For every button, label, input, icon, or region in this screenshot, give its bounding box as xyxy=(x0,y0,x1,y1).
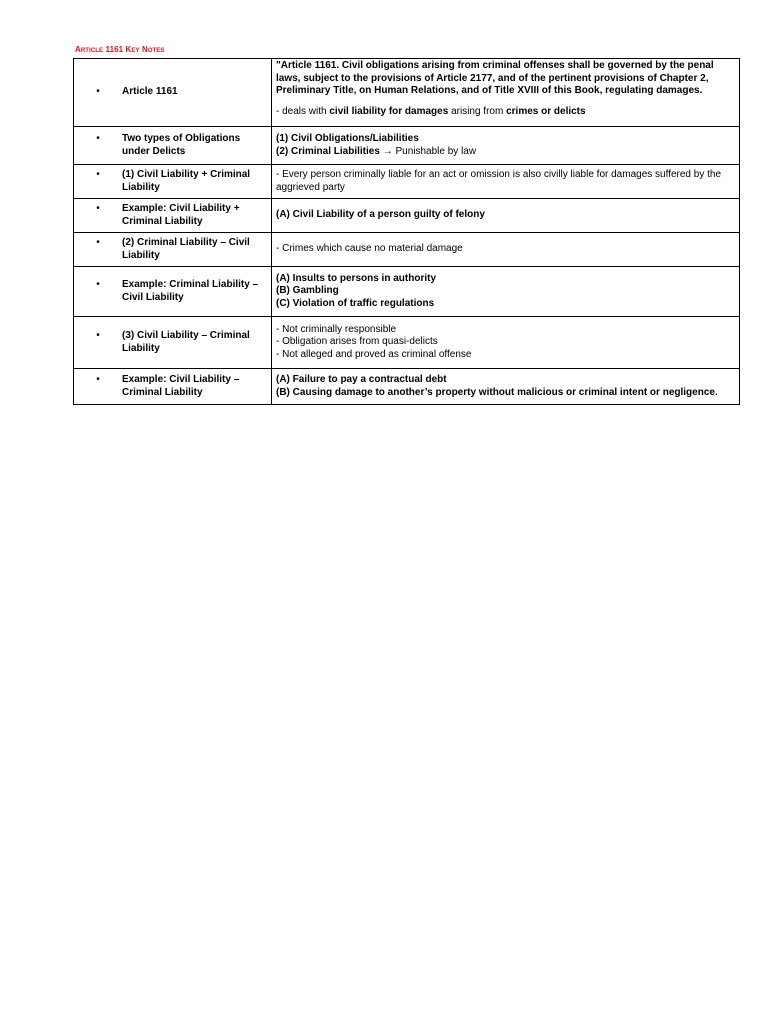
table-row xyxy=(74,317,740,369)
content-line: - Obligation arises from quasi-delicts xyxy=(276,336,438,348)
bullet-icon: • xyxy=(96,169,100,180)
table-row xyxy=(74,165,740,199)
bullet-icon: • xyxy=(96,330,100,341)
bullet-icon: • xyxy=(96,279,100,290)
row-label-cell xyxy=(74,317,272,369)
key-notes-table xyxy=(73,58,740,405)
page-title: Article 1161 Key Notes xyxy=(75,45,165,54)
row-label: Example: Civil Liability – Criminal Liability xyxy=(122,374,240,398)
table-row xyxy=(74,127,740,165)
content-line: (2) Criminal Liabilities → Punishable by law xyxy=(276,145,477,157)
row-label-cell xyxy=(74,267,272,317)
bullet-icon: • xyxy=(96,133,100,144)
content-line: (1) Civil Obligations/Liabilities xyxy=(276,133,419,144)
row-label: Example: Criminal Liability – Civil Liability xyxy=(122,279,259,303)
content-line: (B) Gambling xyxy=(276,285,339,297)
row-content-cell xyxy=(272,267,740,317)
row-label: (3) Civil Liability – Criminal Liability xyxy=(122,330,250,354)
content-line: - Not alleged and proved as criminal offense xyxy=(276,348,472,360)
bullet-icon: • xyxy=(96,203,100,214)
row-label-cell xyxy=(74,165,272,199)
row-content-cell xyxy=(272,199,740,233)
article-summary: - deals with civil liability for damages arising from crimes or delicts xyxy=(276,105,586,117)
table-row xyxy=(74,233,740,267)
bullet-icon: • xyxy=(96,237,100,248)
row-label-cell xyxy=(74,59,272,127)
table-row xyxy=(74,369,740,405)
table-row xyxy=(74,267,740,317)
row-label: Example: Civil Liability + Criminal Liability xyxy=(122,203,240,227)
row-content-cell xyxy=(272,369,740,405)
content-line: - Every person criminally liable for an act or omission is also civilly liable for damages suffered by the aggrieved party xyxy=(276,169,722,193)
row-content-cell xyxy=(272,127,740,165)
table-row xyxy=(74,59,740,127)
row-content-cell xyxy=(272,165,740,199)
content-line: (A) Civil Liability of a person guilty of felony xyxy=(276,209,485,221)
article-quote: "Article 1161. Civil obligations arising from criminal offenses shall be governed by the penal laws, subject to the provisions of Article 2177, and of the pertinent provisions of Chapter 2, Preliminary Title, on Human Relations, and of Title XVIII of this Book, regulating damages. xyxy=(276,60,714,96)
row-label: (1) Civil Liability + Criminal Liability xyxy=(122,169,251,193)
row-label: Article 1161 xyxy=(122,86,178,98)
row-label: Two types of Obligations under Delicts xyxy=(122,133,241,157)
row-content-cell xyxy=(272,59,740,127)
bullet-icon: • xyxy=(96,86,100,98)
row-content-cell xyxy=(272,233,740,267)
arrow-right-icon: → xyxy=(382,145,393,157)
row-label-cell xyxy=(74,233,272,267)
row-label-cell xyxy=(74,127,272,165)
content-line: (A) Insults to persons in authority xyxy=(276,272,437,284)
content-line: (C) Violation of traffic regulations xyxy=(276,297,435,309)
content-line: - Crimes which cause no material damage xyxy=(276,243,463,255)
row-label: (2) Criminal Liability – Civil Liability xyxy=(122,237,250,261)
content-line: - Not criminally responsible xyxy=(276,323,397,335)
table-row xyxy=(74,199,740,233)
row-label-cell xyxy=(74,199,272,233)
row-label-cell xyxy=(74,369,272,405)
content-line: (A) Failure to pay a contractual debt xyxy=(276,374,447,385)
row-content-cell xyxy=(272,317,740,369)
bullet-icon: • xyxy=(96,374,100,385)
content-line: (B) Causing damage to another’s property without malicious or criminal intent or negligence. xyxy=(276,386,718,398)
